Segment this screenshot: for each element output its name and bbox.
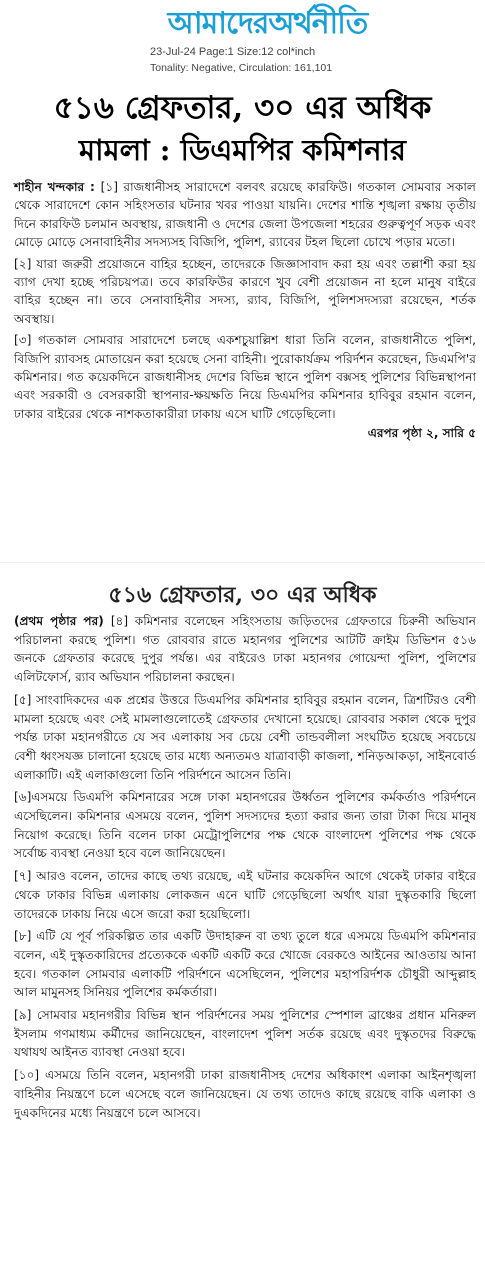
paragraph-1-text: [১] রাজধানীসহ সারাদেশে বলবৎ রয়েছে কারফিউ। গতকাল সোমবার সকাল থেকে সারাদেশে কোন সহিংসতার ঘটনার খবর পাওয়া যায়নি। দেশের শান্তি শৃঙ্খলা রক্ষায় তৃতীয় দিনে কারফিউ চলমান অবস্থায়, রাজধানী ও দেশের জেলা উপজেলা শহরের গুরুত্বপূর্ণ সড়ক এবং মোড়ে মোড়ে সেনাবাহিনীর সদস্যসহ বিজিপি, পুলিশ, র‌্যাবের টহল ছিলো চোখে পড়ার মতো। — [14, 180, 476, 250]
continuation-headline: ৫১৬ গ্রেফতার, ৩০ এর অধিক — [108, 582, 377, 608]
paragraph-4 — [14, 612, 476, 687]
paragraph-2: [২] যারা জরুরী প্রয়োজনে বাহির হচ্ছেন, তাদেরকে জিজ্ঞাসাবাদ করা হয় এবং তল্লাশী করা হয় ব্যাগ দেখা হচ্ছে পরিচয়পত্র। তবে কারফিউর কারণে খুব বেশী প্রয়োজন না হলে মানুষ বাইরে বাহির হচ্ছেন না। তবে সেনাবাহিনীর সদস্য, র‌্যাব, বিজিপি, পুলিশসদস্যরা রয়েছেন, শর্তক অবস্থায়। — [14, 256, 476, 326]
paragraph-3: [৩] গতকাল সোমবার সারাদেশে চলছে একশচুয়াল্লিশ ধারা তিনি বলেন, রাজধানীতে পুলিশ, বিজিপি র‌্যাবসহ মোতায়েন করা হয়েছে সেনা বাহিনী। পুরোকার্যক্রম পরির্দশন করেছেন, ডিএমপি'র কমিশনার। গত কয়েকদিনে রাজধানীসহ দেশের বিভিন্ন স্থানে পুলিশ বক্সসহ পুলিশের বিভিন্নস্থাপনা এবং সরকারী ও বেসরকারী স্থাপনার-ক্ষয়ক্ষতি নিয়ে ডিএমপির কমিশনার হাবিবুর রহমান বলেন, ঢাকার বাইরের থেকে নাশকতাকারীরা ঢাকায় এসে ঘাটি গেড়েছিলো। — [14, 333, 476, 421]
clipping-meta-tonality: Tonality: Negative, Circulation: 161,101 — [150, 62, 333, 74]
section-divider — [0, 562, 485, 563]
byline: শাহীন খন্দকার : — [14, 180, 101, 194]
paragraph-6: [৬]এসময়ে ডিএমপি কমিশনারের সঙ্গে ঢাকা মহানগরের উর্ধ্বতন পুলিশের কর্মকর্তাও পরির্দশনে এসেছিলেন। কমিশনার এসময়ে বলেন, পুলিশ সদস্যদের হত্যা করার জন্য তারা টাকা দিয়ে মানুষ নিয়োগ করেছে। তিনি বলেন ঢাকা মেট্রোপুলিশের পক্ষ থেকে বাংলাদেশ পুলিশের পক্ষ থেকে সর্বোচ্চ ব্যবস্থা নেওয়া হবে বলে জানিয়েছেন। — [14, 790, 476, 861]
paragraph-10: [১০] এসময়ে তিনি বলেন, মহানগরী ঢাকা রাজধানীসহ দেশের অধিকাংশ এলাকা আইনশৃঙ্খলা বাহিনীর নিয়ন্ত্রণে চলে এসেছে বলে জানিয়েছেন। যে তথ্য তাদেও কাছে রয়েছে বাকি এলাকা ও দুএকদিনের মধ্যে নিয়ন্ত্রণে চলে আসবে। — [14, 1068, 476, 1120]
paragraph-8: [৮] এটি যে পূর্ব পরিকল্পিত তার একটি উদাহারুন বা তথ্য তুলে ধরে এসময়ে ডিএমপি কমিশনার বলেন, এই দুস্কৃতকারিদের প্রত্যেককে একটি একটি করে খোজে বেরকওে আইনের আওতায় আনা হবে। গতকাল সোমবার এলাকটি পরির্দশনে এসেছিলেন, পুলিশের মহাপরির্দশক চৌধুরী আব্দুল্লাহ আল মামুনসহ সিনিয়র পুলিশের কর্মকর্তারা। — [14, 929, 476, 1000]
newspaper-logo: আমাদেরঅর্থনীতি — [167, 6, 368, 41]
continuation-note-row — [14, 424, 476, 442]
paragraph-1 — [14, 178, 476, 252]
paragraph-7: [৭] আরও বলেন, তাদের কাছে তথ্য রয়েছে, এই ঘটনার কয়েকদিন আগে থেকেই ঢাকার বাইরে থেকে ঢাকার বিভিন্ন এলাকায় লোকজন এনে ঘাটি গেড়েছিলো অর্থাৎ যারা দুস্কৃতকারি ছিলো তাদেরকে ঢাকায় নিয়ে এসে জরো করা হয়েছিলো। — [14, 869, 476, 921]
headline-line-2: মামলা : ডিএমপির কমিশনার — [79, 133, 406, 167]
first-page-label: (প্রথম পৃষ্ঠার পর) — [14, 614, 111, 628]
headline-line-1: ৫১৬ গ্রেফতার, ৩০ এর অধিক — [53, 90, 432, 126]
article-continued — [14, 612, 476, 1122]
paragraph-5: [৫] সাংবাদিকদের এক প্রশ্নের উত্তরে ডিএমপির কমিশনার হাবিবুর রহমান বলেন, ত্রিশটিরও বেশী মামলা হয়েছে এবং সেই মামলাগুলোতেই গ্রেফতার দেখানো হয়েছে। রোববার সকাল থেকে দুপুর পর্যন্ত ঢাকা মহানগরীতে যে সব এলাকায় সব চেয়ে বেশী তান্ডবলীলা সংঘটিত হয়েছে সবচেয়ে বেশী ধ্বংসযজ্ঞ চালানো হয়েছে তার মধ্যে অন্যতমও যাত্রাবাড়ী কাজলা, শনিড়আকড়া, সাইনবোর্ড এলাকাটি। এই এলাকাগুলো তিনি পরির্দশনে আসেন তিনি। — [14, 692, 476, 782]
article-front-page — [14, 178, 476, 443]
continuation-note: এরপর পৃষ্ঠা ২, সারি ৫ — [367, 426, 476, 441]
paragraph-4-text: [৪] কমিশনার বলেছেন সহিংসতায় জড়িতদের গ্রেফতারে চিরুনী অভিযান পরিচালনা করছে পুলিশ। গত রোববার রাতে মহানগর পুলিশের আটটি ক্রাইম ডিভিশন ৫১৬ জনকে গ্রেফতার করেছে দুপুর পর্যন্ত। এর বাইরেও ঢাকা মহানগর গোয়েন্দা পুলিশ, পুলিশের এলিটফোর্স, র‌্যাব অভিযান পরিচালনা করছেন। — [14, 614, 477, 685]
paragraph-9: [৯] সোমবার মহানগরীর বিভিন্ন স্থান পরির্দশনের সময় পুলিশের স্পেশাল ব্রাঞ্চের প্রধান মনিরুল ইসলাম গণমাধ্যম কর্মীদের জানিয়েছেন, বাংলাদেশ পুলিশ সর্তক রয়েছে এবং দুস্কৃতদের বিরুদ্ধে যথাযথ আইনত ব্যাবস্থা নেওয়া হবে। — [14, 1008, 476, 1060]
clipping-meta-date: 23-Jul-24 Page:1 Size:12 col*inch — [150, 46, 316, 58]
